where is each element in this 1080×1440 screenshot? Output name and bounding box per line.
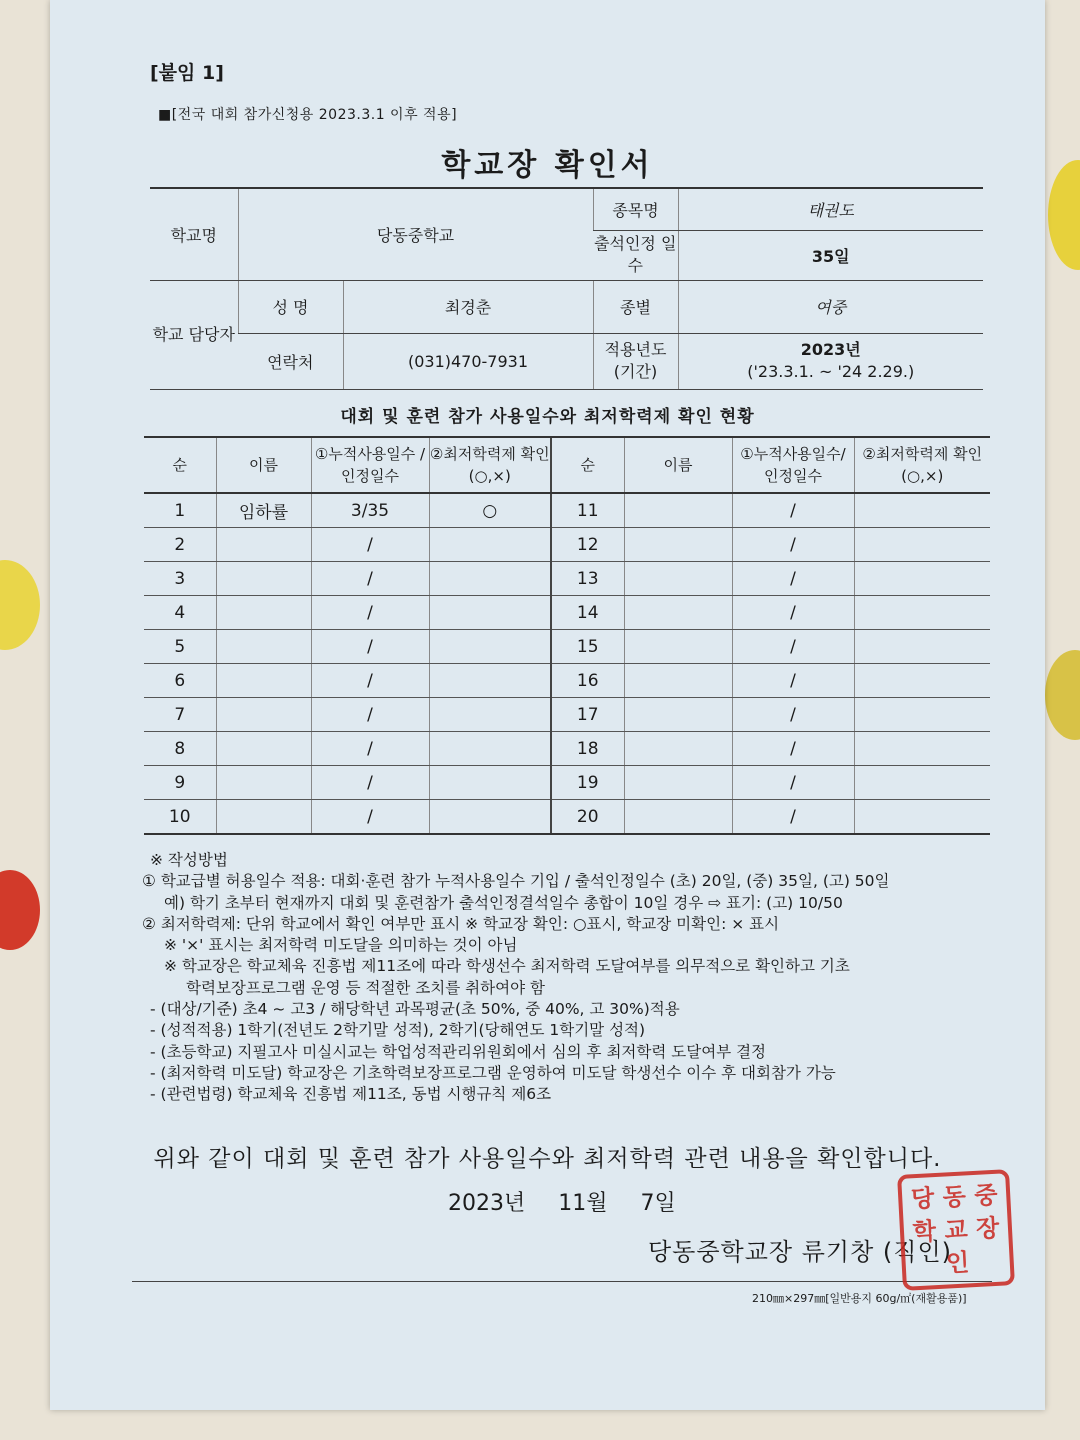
header-academic: ②최저학력제 확인(○,×)	[854, 437, 990, 493]
row-name	[624, 698, 732, 732]
row-days: /	[732, 528, 854, 562]
row-name	[216, 800, 311, 835]
attendance-label: 출석인정 일수	[593, 230, 678, 280]
row-no: 16	[551, 664, 624, 698]
division-label: 종별	[593, 280, 678, 333]
seal-glyph: 장	[975, 1213, 1000, 1243]
row-check	[854, 698, 990, 732]
row-no: 11	[551, 493, 624, 528]
attendance-value: 35일	[678, 230, 983, 280]
usage-table	[144, 436, 990, 835]
row-no: 6	[144, 664, 216, 698]
header-academic: ②최저학력제 확인(○,×)	[429, 437, 551, 493]
year-cell	[678, 333, 983, 389]
row-check	[429, 630, 551, 664]
row-check	[429, 562, 551, 596]
background-flower	[1048, 160, 1080, 270]
row-name	[624, 630, 732, 664]
row-check	[854, 732, 990, 766]
section-title: 대회 및 훈련 참가 사용일수와 최저학력제 확인 현황	[340, 407, 755, 427]
row-name	[216, 630, 311, 664]
row-no: 7	[144, 698, 216, 732]
instruction-line: - (성적적용) 1학기(전년도 2학기말 성적), 2학기(당해연도 1학기말 성적)	[150, 1021, 646, 1040]
instruction-line: - (최저학력 미도달) 학교장은 기초학력보장프로그램 운영하여 미도달 학생선수 이수 후 대회참가 가능	[150, 1063, 836, 1082]
name-value: 최경춘	[343, 280, 593, 333]
school-name: 당동중학교	[238, 188, 593, 280]
official-seal-stamp	[897, 1169, 1015, 1291]
contact-label: 연락처	[238, 333, 343, 389]
header-name: 이름	[624, 437, 732, 493]
row-no: 4	[144, 596, 216, 630]
row-days: /	[732, 766, 854, 800]
row-days: /	[311, 766, 429, 800]
event-label: 종목명	[593, 188, 678, 230]
year-value: 2023년	[800, 340, 861, 359]
table-row	[144, 664, 990, 698]
row-name	[216, 528, 311, 562]
document-paper	[50, 0, 1045, 1410]
row-check	[429, 528, 551, 562]
header-days: ①누적사용일수/ 인정일수	[732, 437, 854, 493]
header-no: 순	[144, 437, 216, 493]
background-flower	[1045, 650, 1080, 740]
row-no: 18	[551, 732, 624, 766]
row-check	[854, 664, 990, 698]
date-year: 2023년	[448, 1191, 526, 1216]
row-check	[429, 664, 551, 698]
row-days: /	[311, 528, 429, 562]
row-name	[624, 493, 732, 528]
school-info-table	[150, 187, 983, 390]
row-check	[429, 732, 551, 766]
row-name	[216, 698, 311, 732]
row-name	[216, 766, 311, 800]
row-no: 13	[551, 562, 624, 596]
row-days: /	[732, 800, 854, 835]
contact-value: (031)470-7931	[343, 333, 593, 389]
table-row	[144, 800, 990, 835]
row-name	[624, 766, 732, 800]
row-name	[624, 596, 732, 630]
instructions-heading: ※ 작성방법	[150, 851, 228, 869]
instruction-line: 예) 학기 초부터 현재까지 대회 및 훈련참가 출석인정결석일수 총합이 10일 경우 ⇨ 표기: (고) 10/50	[164, 893, 843, 912]
row-check	[429, 596, 551, 630]
row-days: /	[311, 596, 429, 630]
issue-date	[448, 1186, 676, 1217]
table-row	[144, 596, 990, 630]
row-no: 17	[551, 698, 624, 732]
year-period: ('23.3.1. ~ '24 2.29.)	[747, 362, 915, 381]
school-label: 학교명	[150, 188, 238, 280]
row-days: /	[311, 732, 429, 766]
row-name	[624, 562, 732, 596]
header-no: 순	[551, 437, 624, 493]
background-flower	[0, 870, 40, 950]
header-days: ①누적사용일수 /인정일수	[311, 437, 429, 493]
table-row	[144, 528, 990, 562]
attachment-label: [붙임 1]	[150, 62, 224, 84]
instruction-line: - (초등학교) 지필고사 미실시교는 학업성적관리위원회에서 심의 후 최저학력 도달여부 결정	[150, 1042, 767, 1061]
table-row	[144, 698, 990, 732]
seal-glyph: 학	[912, 1217, 937, 1247]
instruction-line: - (관련법령) 학교체육 진흥법 제11조, 동법 시행규칙 제6조	[150, 1085, 552, 1104]
row-days: /	[732, 664, 854, 698]
row-no: 9	[144, 766, 216, 800]
instruction-line: ※ 학교장은 학교체육 진흥법 제11조에 따라 학생선수 최저학력 도달여부를 의무적으로 확인하고 기초	[164, 957, 850, 976]
row-name	[216, 562, 311, 596]
instruction-line: 학력보장프로그램 운영 등 적절한 조치를 취하여야 함	[186, 978, 545, 997]
row-check	[854, 766, 990, 800]
seal-glyph: 교	[943, 1215, 969, 1245]
row-no: 8	[144, 732, 216, 766]
row-no: 3	[144, 562, 216, 596]
row-no: 1	[144, 493, 216, 528]
row-days: /	[732, 732, 854, 766]
instruction-line: ① 학교급별 허용일수 적용: 대회·훈련 참가 누적사용일수 기입 / 출석인정일수 (초) 20일, (중) 35일, (고) 50일	[142, 872, 890, 891]
row-check	[854, 596, 990, 630]
instruction-line: ※ '×' 표시는 최저학력 미도달을 의미하는 것이 아님	[164, 936, 518, 955]
row-days: /	[311, 664, 429, 698]
row-name	[216, 732, 311, 766]
row-check	[854, 562, 990, 596]
row-days: /	[311, 562, 429, 596]
row-no: 12	[551, 528, 624, 562]
row-days: /	[732, 562, 854, 596]
division-value: 여중	[678, 280, 983, 333]
principal-signature: 당동중학교장 류기창 (직인)	[648, 1238, 953, 1266]
document-title: 학교장 확인서	[441, 148, 654, 183]
bottom-divider	[132, 1281, 992, 1282]
row-days: /	[732, 596, 854, 630]
row-no: 20	[551, 800, 624, 835]
background-flower	[0, 560, 40, 650]
row-name	[624, 664, 732, 698]
applicability-note: ■[전국 대회 참가신청용 2023.3.1 이후 적용]	[158, 107, 458, 123]
table-row	[144, 630, 990, 664]
row-name	[624, 732, 732, 766]
row-name	[216, 596, 311, 630]
row-name	[216, 664, 311, 698]
row-name: 임하률	[216, 493, 311, 528]
row-check	[429, 800, 551, 835]
row-check	[854, 800, 990, 835]
year-label: 적용년도 (기간)	[593, 333, 678, 389]
row-check	[854, 528, 990, 562]
date-day: 7일	[640, 1191, 676, 1216]
row-days: /	[732, 698, 854, 732]
row-check	[429, 766, 551, 800]
row-days: /	[311, 698, 429, 732]
row-no: 5	[144, 630, 216, 664]
confirmation-statement: 위와 같이 대회 및 훈련 참가 사용일수와 최저학력 관련 내용을 확인합니다.	[153, 1146, 942, 1172]
row-no: 14	[551, 596, 624, 630]
row-name	[624, 528, 732, 562]
row-check	[429, 698, 551, 732]
paper-spec: 210㎜×297㎜[일반용지 60g/㎡(재활용품)]	[752, 1292, 967, 1305]
seal-glyph: 동	[941, 1182, 967, 1212]
manager-label: 학교 담당자	[150, 280, 238, 389]
row-no: 10	[144, 800, 216, 835]
table-row	[144, 766, 990, 800]
row-days: /	[732, 630, 854, 664]
row-check	[854, 493, 990, 528]
date-month: 11월	[558, 1191, 608, 1216]
row-days: /	[732, 493, 854, 528]
instruction-line: - (대상/기준) 초4 ~ 고3 / 해당학년 과목평균(초 50%, 중 40%, 고 30%)적용	[150, 1000, 680, 1019]
row-days: 3/35	[311, 493, 429, 528]
row-days: /	[311, 630, 429, 664]
writing-instructions	[142, 850, 1002, 1106]
row-name	[624, 800, 732, 835]
seal-glyph: 당	[910, 1183, 935, 1213]
row-days: /	[311, 800, 429, 835]
seal-glyph: 인	[945, 1248, 971, 1278]
instruction-line: ② 최저학력제: 단위 학교에서 확인 여부만 표시 ※ 학교장 확인: ○표시, 학교장 미확인: × 표시	[142, 914, 780, 933]
row-check: ○	[429, 493, 551, 528]
row-no: 19	[551, 766, 624, 800]
name-label: 성 명	[238, 280, 343, 333]
row-check	[854, 630, 990, 664]
row-no: 2	[144, 528, 216, 562]
table-row	[144, 493, 990, 528]
row-no: 15	[551, 630, 624, 664]
header-name: 이름	[216, 437, 311, 493]
seal-glyph: 중	[973, 1180, 999, 1210]
table-row	[144, 732, 990, 766]
event-value: 태권도	[678, 188, 983, 230]
table-row	[144, 562, 990, 596]
